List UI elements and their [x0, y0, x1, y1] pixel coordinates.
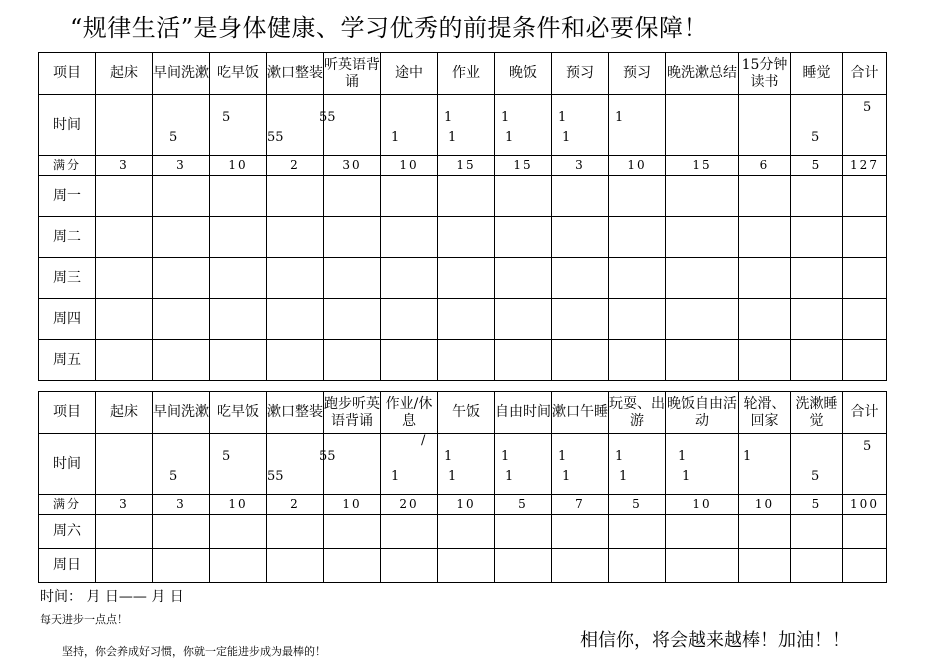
entry-cell[interactable] [381, 258, 438, 299]
time-value: 5 [863, 439, 872, 454]
entry-cell[interactable] [666, 515, 739, 549]
time-cell [153, 95, 210, 156]
entry-cell[interactable] [96, 515, 153, 549]
score-cell: 5 [495, 495, 552, 515]
time-value: 1 [558, 449, 567, 464]
score-cell: 20 [381, 495, 438, 515]
col-header: 早间洗漱 [153, 53, 210, 95]
score-cell: 2 [267, 495, 324, 515]
date-range-field: 时间： 月 日—— 月 日 [40, 589, 184, 605]
entry-cell[interactable] [381, 515, 438, 549]
time-cell [791, 434, 843, 495]
entry-cell[interactable] [210, 299, 267, 340]
entry-cell[interactable] [438, 299, 495, 340]
time-value: 1 [391, 469, 400, 484]
entry-cell[interactable] [791, 217, 843, 258]
time-value: 5 [811, 469, 820, 484]
day-row [39, 515, 887, 549]
entry-cell[interactable] [438, 515, 495, 549]
score-cell: 10 [666, 495, 739, 515]
entry-cell[interactable] [324, 217, 381, 258]
time-value: 55 [267, 469, 284, 484]
col-header: 跑步听英语背诵 [324, 392, 381, 434]
time-value: 1 [619, 469, 628, 484]
entry-cell[interactable] [96, 176, 153, 217]
col-header: 漱口午睡 [552, 392, 609, 434]
entry-cell[interactable] [791, 515, 843, 549]
col-header: 晚洗漱总结 [666, 53, 739, 95]
time-cell [552, 95, 609, 156]
col-header: 洗漱睡觉 [791, 392, 843, 434]
entry-cell[interactable] [153, 340, 210, 381]
entry-cell[interactable] [495, 299, 552, 340]
entry-cell[interactable] [791, 176, 843, 217]
entry-cell[interactable] [210, 176, 267, 217]
score-cell: 10 [438, 495, 495, 515]
entry-cell[interactable] [609, 217, 666, 258]
day-label: 周六 [39, 515, 96, 549]
col-header: 15分钟读书 [739, 53, 791, 95]
entry-cell[interactable] [495, 515, 552, 549]
time-cell [438, 95, 495, 156]
time-cell [495, 95, 552, 156]
entry-cell[interactable] [843, 515, 887, 549]
entry-cell[interactable] [609, 258, 666, 299]
time-value: 1 [743, 449, 752, 464]
entry-cell[interactable] [843, 340, 887, 381]
time-value: 5 [169, 130, 178, 145]
score-cell: 7 [552, 495, 609, 515]
entry-cell[interactable] [96, 549, 153, 583]
time-value: 1 [505, 130, 514, 145]
entry-cell[interactable] [96, 340, 153, 381]
col-header: 漱口整装 [267, 392, 324, 434]
entry-cell[interactable] [153, 549, 210, 583]
col-header: 听英语背诵 [324, 53, 381, 95]
entry-cell[interactable] [381, 340, 438, 381]
col-header: 睡觉 [791, 53, 843, 95]
col-header: 轮滑、回家 [739, 392, 791, 434]
col-header: 作业/休息 [381, 392, 438, 434]
col-header: 晚饭 [495, 53, 552, 95]
time-value: 1 [444, 449, 453, 464]
time-cell [843, 95, 887, 156]
entry-cell[interactable] [381, 217, 438, 258]
score-cell: 10 [739, 495, 791, 515]
time-cell [381, 434, 438, 495]
time-value: 1 [558, 110, 567, 125]
entry-cell[interactable] [153, 299, 210, 340]
entry-cell[interactable] [153, 217, 210, 258]
day-label: 周一 [39, 176, 96, 217]
entry-cell[interactable] [666, 258, 739, 299]
header-row [39, 53, 887, 95]
day-row [39, 299, 887, 340]
entry-cell[interactable] [324, 515, 381, 549]
day-label: 周四 [39, 299, 96, 340]
time-value: 1 [562, 469, 571, 484]
entry-cell[interactable] [438, 176, 495, 217]
time-cell [210, 434, 267, 495]
score-cell: 5 [791, 495, 843, 515]
score-cell: 10 [609, 156, 666, 176]
entry-cell[interactable] [843, 217, 887, 258]
weekday-schedule-table [38, 52, 887, 381]
time-value: / [421, 433, 426, 448]
entry-cell[interactable] [381, 549, 438, 583]
time-cell [495, 434, 552, 495]
entry-cell[interactable] [666, 299, 739, 340]
day-label: 周三 [39, 258, 96, 299]
col-header: 合计 [843, 392, 887, 434]
score-cell: 10 [210, 156, 267, 176]
col-header: 晚饭自由活动 [666, 392, 739, 434]
score-cell: 30 [324, 156, 381, 176]
col-header: 午饭 [438, 392, 495, 434]
time-value: 1 [682, 469, 691, 484]
entry-cell[interactable] [495, 258, 552, 299]
entry-cell[interactable] [739, 515, 791, 549]
entry-cell[interactable] [96, 258, 153, 299]
entry-cell[interactable] [324, 299, 381, 340]
progress-note: 每天进步一点点！ [40, 613, 128, 626]
entry-cell[interactable] [666, 549, 739, 583]
time-cell [609, 434, 666, 495]
col-header: 玩耍、出游 [609, 392, 666, 434]
time-value: 5 [811, 130, 820, 145]
entry-cell[interactable] [324, 258, 381, 299]
entry-cell[interactable] [210, 258, 267, 299]
time-value: 5 [863, 100, 872, 115]
row-label-item: 项目 [39, 392, 96, 434]
time-cell [319, 95, 381, 156]
score-cell: 15 [438, 156, 495, 176]
score-cell: 3 [153, 495, 210, 515]
row-label-score: 满分 [39, 495, 96, 515]
entry-cell[interactable] [791, 299, 843, 340]
score-cell: 3 [153, 156, 210, 176]
time-value: 1 [615, 110, 624, 125]
time-cell [552, 434, 609, 495]
col-header: 预习 [609, 53, 666, 95]
col-header: 合计 [843, 53, 887, 95]
time-value: 1 [562, 130, 571, 145]
col-header: 吃早饭 [210, 53, 267, 95]
entry-cell[interactable] [153, 515, 210, 549]
time-value: 5 [222, 110, 231, 125]
entry-cell[interactable] [267, 299, 324, 340]
score-row [39, 156, 887, 176]
entry-cell[interactable] [739, 176, 791, 217]
time-value: 1 [444, 110, 453, 125]
entry-cell[interactable] [666, 217, 739, 258]
score-cell: 5 [609, 495, 666, 515]
day-row [39, 176, 887, 217]
score-cell: 15 [495, 156, 552, 176]
time-value: 1 [501, 449, 510, 464]
page-title: “规律生活”是身体健康、学习优秀的前提条件和必要保障！ [70, 14, 709, 42]
day-label: 周日 [39, 549, 96, 583]
time-value: 5 [169, 469, 178, 484]
time-value: 1 [448, 469, 457, 484]
time-value: 1 [448, 130, 457, 145]
time-cell [843, 434, 887, 495]
entry-cell[interactable] [381, 299, 438, 340]
time-cell [791, 95, 843, 156]
col-header: 途中 [381, 53, 438, 95]
entry-cell[interactable] [438, 549, 495, 583]
persistence-note: 坚持，你会养成好习惯，你就一定能进步成为最棒的！ [62, 645, 326, 658]
entry-cell[interactable] [552, 258, 609, 299]
entry-cell[interactable] [609, 299, 666, 340]
col-header: 漱口整装 [267, 53, 324, 95]
entry-cell[interactable] [495, 340, 552, 381]
time-cell [267, 434, 324, 495]
entry-cell[interactable] [739, 549, 791, 583]
time-value: 55 [267, 130, 284, 145]
score-cell: 127 [843, 156, 887, 176]
entry-cell[interactable] [438, 217, 495, 258]
col-header: 起床 [96, 53, 153, 95]
time-cell [96, 434, 153, 495]
entry-cell[interactable] [267, 217, 324, 258]
time-value: 1 [678, 449, 687, 464]
score-cell: 10 [324, 495, 381, 515]
entry-cell[interactable] [609, 340, 666, 381]
entry-cell[interactable] [552, 515, 609, 549]
col-header: 自由时间 [495, 392, 552, 434]
entry-cell[interactable] [552, 299, 609, 340]
time-row [39, 434, 887, 495]
time-value: 1 [391, 130, 400, 145]
entry-cell[interactable] [438, 258, 495, 299]
entry-cell[interactable] [552, 549, 609, 583]
score-cell: 6 [739, 156, 791, 176]
entry-cell[interactable] [843, 176, 887, 217]
score-cell: 15 [666, 156, 739, 176]
entry-cell[interactable] [495, 176, 552, 217]
entry-cell[interactable] [96, 299, 153, 340]
time-cell [438, 434, 495, 495]
day-label: 周二 [39, 217, 96, 258]
time-cell [666, 434, 739, 495]
row-label-score: 满分 [39, 156, 96, 176]
entry-cell[interactable] [609, 515, 666, 549]
col-header: 吃早饭 [210, 392, 267, 434]
entry-cell[interactable] [267, 258, 324, 299]
entry-cell[interactable] [324, 340, 381, 381]
entry-cell[interactable] [210, 217, 267, 258]
score-cell: 10 [210, 495, 267, 515]
entry-cell[interactable] [791, 258, 843, 299]
score-cell: 10 [381, 156, 438, 176]
time-cell [210, 95, 267, 156]
header-row [39, 392, 887, 434]
entry-cell[interactable] [267, 340, 324, 381]
time-value: 55 [319, 449, 336, 464]
entry-cell[interactable] [267, 176, 324, 217]
entry-cell[interactable] [267, 515, 324, 549]
entry-cell[interactable] [153, 176, 210, 217]
entry-cell[interactable] [381, 176, 438, 217]
time-cell [739, 434, 791, 495]
weekend-schedule-table [38, 391, 887, 583]
entry-cell[interactable] [324, 176, 381, 217]
entry-cell[interactable] [210, 549, 267, 583]
entry-cell[interactable] [267, 549, 324, 583]
day-row [39, 217, 887, 258]
score-cell: 3 [96, 495, 153, 515]
score-cell: 100 [843, 495, 887, 515]
entry-cell[interactable] [495, 549, 552, 583]
score-cell: 5 [791, 156, 843, 176]
score-cell: 3 [96, 156, 153, 176]
time-cell [267, 95, 324, 156]
score-cell: 3 [552, 156, 609, 176]
day-row [39, 258, 887, 299]
entry-cell[interactable] [843, 299, 887, 340]
day-row [39, 549, 887, 583]
entry-cell[interactable] [843, 549, 887, 583]
time-cell [153, 434, 210, 495]
col-header: 早间洗漱 [153, 392, 210, 434]
score-cell: 2 [267, 156, 324, 176]
entry-cell[interactable] [739, 258, 791, 299]
entry-cell[interactable] [153, 258, 210, 299]
time-cell [666, 95, 739, 156]
encouragement-text: 相信你，将会越来越棒！加油！！ [580, 630, 850, 651]
entry-cell[interactable] [843, 258, 887, 299]
entry-cell[interactable] [96, 217, 153, 258]
entry-cell[interactable] [495, 217, 552, 258]
score-row [39, 495, 887, 515]
entry-cell[interactable] [609, 176, 666, 217]
col-header: 起床 [96, 392, 153, 434]
time-row [39, 95, 887, 156]
entry-cell[interactable] [666, 176, 739, 217]
time-value: 1 [501, 110, 510, 125]
entry-cell[interactable] [791, 340, 843, 381]
col-header: 作业 [438, 53, 495, 95]
entry-cell[interactable] [552, 340, 609, 381]
entry-cell[interactable] [791, 549, 843, 583]
time-value: 1 [505, 469, 514, 484]
entry-cell[interactable] [739, 217, 791, 258]
row-label-item: 项目 [39, 53, 96, 95]
entry-cell[interactable] [324, 549, 381, 583]
row-label-time: 时间 [39, 95, 96, 156]
col-header: 预习 [552, 53, 609, 95]
time-value: 55 [319, 110, 336, 125]
entry-cell[interactable] [739, 340, 791, 381]
entry-cell[interactable] [739, 299, 791, 340]
entry-cell[interactable] [552, 176, 609, 217]
entry-cell[interactable] [666, 340, 739, 381]
entry-cell[interactable] [609, 549, 666, 583]
time-cell [96, 95, 153, 156]
entry-cell[interactable] [438, 340, 495, 381]
time-cell [609, 95, 666, 156]
time-cell [381, 95, 438, 156]
time-cell [319, 434, 381, 495]
time-value: 5 [222, 449, 231, 464]
entry-cell[interactable] [210, 515, 267, 549]
day-row [39, 340, 887, 381]
row-label-time: 时间 [39, 434, 96, 495]
entry-cell[interactable] [552, 217, 609, 258]
entry-cell[interactable] [210, 340, 267, 381]
day-label: 周五 [39, 340, 96, 381]
time-cell [739, 95, 791, 156]
time-value: 1 [615, 449, 624, 464]
